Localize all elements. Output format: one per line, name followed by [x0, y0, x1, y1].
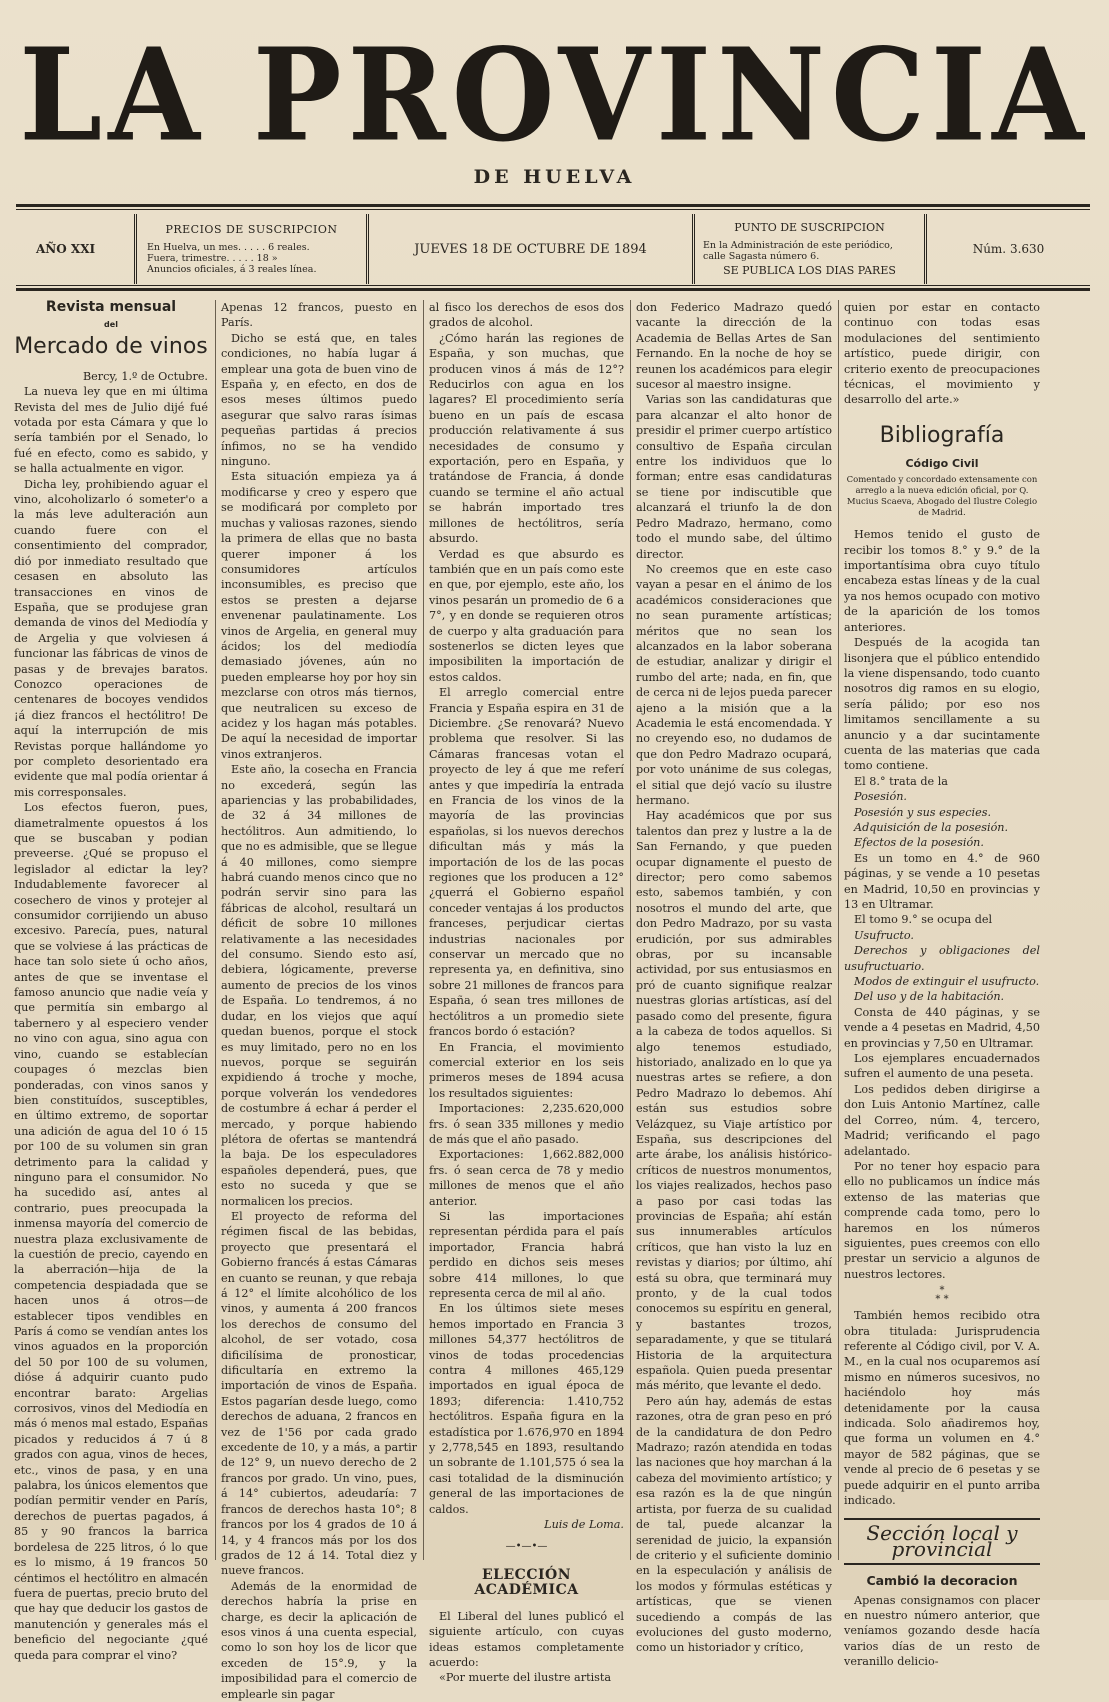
column-divider: [423, 300, 424, 1560]
list-item: [844, 928, 1040, 943]
paragraph: La nueva ley que en mi última Revista del mes de Julio dijé fué votada por esta Cámara y que lo sería también por el Senado, lo fué en efecto, como es sabido, y se halla actualmente en vigor.: [14, 385, 208, 476]
paragraph: En Francia, el movimiento comercial exterior en los seis primeros meses de 1894 acusa los resultados siguientes:: [429, 1040, 624, 1100]
subscription-prices: [134, 214, 366, 284]
section-headline: Bibliografía: [879, 422, 1005, 448]
paragraph: Por no tener hoy espacio para ello no publicamos un índice más extenso de las materias que comprende cada tomo, pero lo haremos en los números siguientes, pues creemos con ello prestar un servicio a algunos de nuestros lectores.: [844, 1159, 1040, 1281]
italic-item: Modos de extinguir el usufructo.: [854, 975, 1040, 989]
paragraph: En los últimos siete meses hemos importado en Francia 3 millones 54,377 hectólitros de vinos de todas procedencias contra 4 millones 465,129 importados en igual época de 1893; diferencia: 1.410,752 hectólitros. España figura en la estadística por 1.676,970 en 1894 y 2,778,545 en 1893, resultando un sobrante de 1.101,575 ó sea la casi totalidad de la disminución general de las importaciones de caldos.: [429, 1302, 624, 1516]
point-line: En la Administración de este periódico,: [703, 240, 893, 251]
column-1: [14, 299, 208, 1662]
italic-item: Efectos de la posesión.: [854, 836, 984, 850]
issue-number: [924, 214, 1090, 284]
paragraph: El proyecto de reforma del régimen fiscal de las bebidas, proyecto que presentará el Gobierno francés á estas Cámaras en cuanto se reunan, y que rebaja á 12° el límite alcohólico de los vinos, y aumenta á 200 francos los derechos de consumo del alcohol, de ser votado, cosa dificilísima de pronosticar, dificultaría en extremo la importación de vinos de España. Estos pagarían desde luego, como derechos de aduana, 2 francos en vez de 1'56 por cada grado excedente de 10, y a más, a partir de 12° 9, un nuevo derecho de 2 francos por grado. Un vino, pues, á 14° cubiertos, adeudaría: 7 francos de derechos hasta 10°; 8 francos por los 4 grados de 10 á 14, y 4 francos más por los dos grados de 12 á 14. Total diez y nueve francos.: [221, 1209, 417, 1578]
paragraph: Consta de 440 páginas, y se vende a 4 pesetas en Madrid, 4,50 en provincias y 7,50 en Ultramar.: [844, 1005, 1040, 1050]
prices-line: Fuera, trimestre. . . . . 18 »: [147, 253, 278, 264]
issue-number-text: Núm. 3.630: [972, 242, 1045, 256]
italic-item: Posesión.: [854, 790, 907, 804]
ornament-divider: —•—•—: [505, 1540, 548, 1552]
article-kicker: Revista mensual: [45, 299, 177, 315]
paragraph: Exportaciones: 1,662.882,000 frs. ó sean cerca de 78 y medio millones de menos que el año anterior.: [429, 1148, 624, 1208]
list-item: [844, 989, 1040, 1004]
dateline: Bercy, 1.º de Octubre.: [82, 369, 208, 383]
list-item: [844, 974, 1040, 989]
masthead-subtitle: DE HUELVA: [473, 166, 636, 188]
info-bar: [16, 214, 1090, 284]
list-item: [844, 789, 1040, 804]
paragraph: Importaciones: 2,235.620,000 frs. ó sean 335 millones y medio de más que el año pasado.: [429, 1102, 624, 1146]
masthead-title: LA PROVINCIA: [19, 19, 1090, 170]
year-label: [16, 214, 134, 284]
list-item: [844, 805, 1040, 820]
paragraph: No creemos que en este caso vayan a pesar en el ánimo de los académicos consideraciones que no sean puramente artísticas; méritos que no sean los alcanzados en la labor soberana de estudiar, analizar y dirigir el rumbo del arte; nada, en fin, que de cerca ni de lejos pueda parecer ajeno a la misión que a la Academia le está encomendada. Y no creyendo eso, no dudamos de que don Pedro Madrazo ocupará, por voto unánime de sus colegas, el sitial que dejó vacío su ilustre hermano.: [636, 562, 832, 807]
article-headline: Cambió la decoracion: [866, 1573, 1018, 1589]
list-item: [844, 820, 1040, 835]
book-title: Código Civil: [905, 456, 979, 470]
publication-days: SE PUBLICA LOS DIAS PARES: [723, 264, 896, 277]
column-5: [844, 300, 1040, 1669]
italic-item: Del uso y de la habitación.: [854, 990, 1005, 1004]
subscription-point: [692, 214, 924, 284]
paragraph: Pero aún hay, además de estas razones, otra de gran peso en pró de la candidatura de don Pedro Madrazo; razón atendida en todas las naciones que hoy marchan á la cabeza del movimiento artístico; y esa razón es la de que ningún artista, por fuerza de su cualidad de tal, puede alcanzar la serenidad de juicio, la expansión de criterio y el suficiente dominio en la especulación y análisis de los modos y fórmulas estéticas y artísticas, que se vienen sucediendo a compás de las evoluciones del gusto moderno, como un historiador y crítico,: [636, 1394, 832, 1655]
paragraph: Además de la enormidad de derechos habría la prise en charge, es decir la aplicación de esos vinos á una cuenta especial, como lo son hoy los de licor que exceden de 15°.9, y la imposibilidad para el comercio de emplearle sin pagar: [221, 1579, 417, 1701]
paragraph: Los pedidos deben dirigirse a don Luis Antonio Martínez, calle del Correo, núm. 4, tercero, Madrid; verificando el pago adelantado.: [844, 1082, 1040, 1158]
paragraph: al fisco los derechos de esos dos grados de alcohol.: [429, 301, 624, 330]
column-2: [221, 300, 417, 1701]
column-3: [429, 300, 624, 1685]
prices-line: Anuncios oficiales, á 3 reales línea.: [147, 264, 317, 275]
year-text: AÑO XXI: [36, 242, 96, 256]
prices-title: PRECIOS DE SUSCRIPCION: [165, 223, 338, 236]
column-divider: [630, 300, 631, 1560]
column-4: [636, 300, 832, 1655]
article-headline: Mercado de vinos: [14, 333, 208, 359]
paragraph: Dicha ley, prohibiendo aguar el vino, alcoholizarlo ó someter'o a la más leve adulteración aun cuando fuere con el consentimiento del comprador, dió por inmediato resultado que cesasen en absoluto las transacciones en vinos de España, que se produjese gran demanda de vinos del Mediodía y de Argelia y que volviesen á funcionar las fábricas de vinos de pasas y de brevajes baratos. Conozco operaciones de centenares de bocoyes vendidos ¡á diez francos el hectólitro! De aquí la interrupción de mis Revistas porque hallándome yo por completo desorientado era evidente que mal podía orientar á mis corresponsales.: [14, 477, 208, 799]
paragraph: El 8.° trata de la: [854, 774, 948, 788]
stars-divider: * * *: [935, 1285, 949, 1306]
paragraph: El arreglo comercial entre Francia y España espira en 31 de Diciembre. ¿Se renovará? Nuevo problema que resolver. Si las Cámaras francesas votan el proyecto de ley á que me referí antes y que impediría la entrada en Francia de los vinos de la mayoría de las provincias españolas, si los nuevos derechos dificultan más y más la importación de los de las pocas regiones que los producen a 12° ¿querrá el Gobierno español conceder ventajas á los productos franceses, perjudicar ciertas industrias nacionales por conservar un mercado que no representa ya, en definitiva, sino sobre 21 millones de francos para España, ó sean tres millones de hectólitros a un promedio siete francos bordo ó estación?: [429, 686, 624, 1039]
book-note: Comentado y concordado extensamente con arreglo a la nueva edición oficial, por Q. Mucius Scaeva, Abogado del Ilustre Colegio de Madrid.: [846, 475, 1038, 519]
article-signature: Luis de Loma.: [544, 1518, 624, 1532]
column-divider: [838, 300, 839, 1560]
paragraph: El Liberal del lunes publicó el siguiente artículo, con cuyas ideas estamos completamente acuerdo:: [429, 1609, 624, 1669]
paragraph: don Federico Madrazo quedó vacante la dirección de la Academia de Bellas Artes de San Fernando. En la noche de hoy se reunen los académicos para elegir sucesor al maestro insigne.: [636, 301, 832, 392]
paragraph: Apenas 12 francos, puesto en París.: [221, 301, 417, 330]
paragraph: Apenas consignamos con placer en nuestro número anterior, que veníamos gozando desde hacía varios días de un resto de veranillo delicio-: [844, 1593, 1040, 1669]
article-kicker-small: del: [104, 320, 118, 330]
paragraph: Hemos tenido el gusto de recibir los tomos 8.° y 9.° de la importantísima obra cuyo título encabeza estas líneas y de la cual ya nos hemos ocupado con motivo de la aparición de los tomos anteriores.: [844, 528, 1040, 634]
paragraph: Los efectos fueron, pues, diametralmente opuestos á los que se buscaban y podian preveerse. ¿Qué se propuso el legislador al edictar la ley? Indudablemente favorecer al cosechero de vinos y protejer al consumidor corrijiendo un abuso excesivo. Parecía, pues, natural que se volviese á las prácticas de hace tan solo siete ú ocho años, antes de que se inventase el famoso anuncio que nadie veía y que permitía sin embargo al tabernero y al especiero vender no vino con agua, sino agua con vino, cuando se establecían coupages ó mezclas bien ponderadas, con vinos sanos y bien constituídos, susceptibles, en último extremo, de soportar una adición de agua del 10 ó 15 por 100 de su volumen sin gran detrimento para la calidad y ninguno para el consumidor. No ha sucedido así, antes al contrario, pues preocupada la inmensa mayoría del comercio de nuestra plaza exclusivamente de la cuestión de precio, cayendo en la aberración—hija de la competencia despiadada que se hacen unos á otros—de establecer tipos vendibles en París á como se vendían antes los vinos aguados en la proporción del 50 por 100 de su volumen, dióse á adquirir cuanto pudo encontrar barato: Argelias corrosivos, vinos del Mediodía en más ó menos mal estado, Españas picados y reducidos á 7 ú 8 grados con agua, vinos de heces, etc., vinos de pasa, y en una palabra, los únicos elementos que podían permitir vender en París, derechos de puertas pagados, á 85 y 90 francos la barrica bordelesa de 225 litros, ó lo que es lo mismo, á 19 francos 50 céntimos el hectólitro en almacén fuera de puertas, precio bruto del que hay que deducir los gastos de manutención y generales más el beneficio del negociante ¿qué queda para comprar el vino?: [14, 801, 208, 1662]
italic-item: Usufructo.: [854, 928, 914, 942]
italic-item: Derechos y obligaciones del usufructuario.: [844, 944, 1040, 973]
paragraph: Es un tomo en 4.° de 960 páginas, y se vende a 10 pesetas en Madrid, 10,50 en provincias y 13 en Ultramar.: [844, 851, 1040, 911]
point-title: PUNTO DE SUSCRIPCION: [734, 221, 885, 234]
paragraph: «Por muerte del ilustre artista: [439, 1671, 612, 1685]
paragraph: Esta situación empieza ya á modificarse y creo y espero que se modificará por completo por muchas y valiosas razones, siendo la primera de ellas que no basta querer imponer á los consumidores artículos inconsumibles, es preciso que estos se presten a dejarse envenenar paulatinamente. Los vinos de Argelia, en general muy ácidos; los del mediodía demasiado jóvenes, aún no pueden emplearse hoy por hoy sin mezclarse con otros más tiernos, que neutralicen su exceso de acidez y los hagan más potables. De aquí la necesidad de importar vinos extranjeros.: [221, 470, 417, 761]
top-rule: [16, 204, 1090, 207]
bottom-rule-thin: [16, 285, 1090, 286]
list-item: [844, 835, 1040, 850]
paragraph: Este año, la cosecha en Francia no excederá, según las apariencias y las probabilidades, de 32 á 34 millones de hectólitros. Aun admitiendo, lo que no es admisible, que se llegue á 40 millones, como siempre habrá cuando menos cinco que no podrán servir sino para las fábricas de alcohol, resultará un déficit de sobre 10 millones relativamente a las necesidades del consumo. Siendo esto así, debiera, lógicamente, preverse aumento de precios de los vinos de España. Lo tendremos, á no dudar, en los viejos que aquí quedan buenos, porque el stock es muy limitado, pero no en los nuevos, porque se seguirán expidiendo á troche y moche, porque volverán los vendedores de costumbre á echar á perder el mercado, y porque habiendo plétora de ofertas se mantendrá la baja. De los especuladores españoles dependerá, pues, que esto no suceda y que se normalicen los precios.: [221, 763, 417, 1208]
top-rule-thin: [16, 209, 1090, 210]
section-headline: ELECCIÓN ACADÉMICA: [474, 1566, 579, 1599]
paragraph: Varias son las candidaturas que para alcanzar el alto honor de presidir el primer cuerpo artístico consultivo de España circulan entre los individuos que lo forman; entre esas candidaturas se tiene por indiscutible que alcanzará el triunfo la de don Pedro Madrazo, hermano, como todo el mundo sabe, del último director.: [636, 393, 832, 561]
bottom-rule: [16, 288, 1090, 291]
paragraph: Verdad es que absurdo es también que en un país como este en que, por ejemplo, este año, los vinos pesarán un promedio de 6 a 7°, y en donde se requieren otros de cuerpo y alta graduación para sostenerlos se dicten leyes que imposibiliten la importación de estos caldos.: [429, 547, 624, 684]
paragraph: ¿Cómo harán las regiones de España, y son muchas, que producen vinos á más de 12°? Reducirlos con agua en los lagares? El procedimiento sería bueno en un país de escasa producción relativamente á sus necesidades de consumo y exportación, pero en España, y tratándose de Francia, á donde cuando se termine el año actual se habrán importado tres millones de hectólitros, sería absurdo.: [429, 331, 624, 546]
point-line: calle Sagasta número 6.: [703, 251, 820, 262]
issue-date: [366, 214, 692, 284]
prices-line: En Huelva, un mes. . . . . 6 reales.: [147, 242, 310, 253]
paragraph: quien por estar en contacto continuo con todas esas modulaciones del sentimiento artístico, puede dirigir, con criterio exento de preocupaciones técnicas, el movimiento y desarrollo del arte.»: [844, 301, 1040, 407]
issue-date-text: JUEVES 18 DE OCTUBRE DE 1894: [414, 241, 647, 257]
paragraph: Dicho se está que, en tales condiciones, no había lugar á emplear una gota de buen vino de España y, en efecto, en dos de esos meses últimos puedo asegurar que salvo raras ísimas pequeñas partidas á precios ínfimos, no se ha vendido ninguno.: [221, 331, 417, 469]
list-item: [844, 943, 1040, 974]
paragraph: Después de la acogida tan lisonjera que el público entendido la viene dispensando, todo cuanto nosotros dig ramos en su elogio, sería pálido; por eso nos limitamos sencillamente a su anuncio y a dar sucintamente cuenta de las materias que cada tomo contiene.: [844, 636, 1040, 773]
column-divider: [215, 300, 216, 1560]
section-banner: Sección local y provincial: [844, 1518, 1040, 1565]
paragraph: Los ejemplares encuadernados sufren el aumento de una peseta.: [844, 1052, 1040, 1081]
paragraph: También hemos recibido otra obra titulada: Jurisprudencia referente al Código civil, por V. A. M., en la cual nos ocuparemos así mismo en números sucesivos, no haciéndolo hoy más detenidamente por la causa indicada. Solo añadiremos hoy, que forma un volumen en 4.° mayor de 582 páginas, que se vende al precio de 6 pesetas y se puede adquirir en el punto arriba indicado.: [844, 1309, 1040, 1508]
paragraph: Hay académicos que por sus talentos dan prez y lustre a la de San Fernando, y que pueden ocupar dignamente el puesto de director; pero como sabemos esto, sabemos también, y con nosotros el mundo del arte, que don Pedro Madrazo, por su vasta erudición, por sus admirables obras, por su incansable actividad, por sus entusiasmos en pró de cuanto signifique realzar nuestras glorias artísticas, así del pasado como del presente, figura a la cabeza de todos aquellos. Si algo tenemos estudiado, historiado, analizado en lo que ya nuestras artes se refiere, a don Pedro Madrazo lo debemos. Ahí están sus estudios sobre Velázquez, su Viaje artístico por España, sus descripciones del arte árabe, los análisis histórico-críticos de nuestros monumentos, los viajes realizados, hechos paso a paso por casi todas las provincias de España; ahí están sus innumerables artículos críticos, que han visto la luz en revistas y diarios; por último, ahí está su obra, que terminará muy pronto, y de la cual todos conocemos su espíritu en general, y bastantes trozos, separadamente, y que se titulará Historia de la arquitectura española. Quien pueda presentar más mérito, que levante el dedo.: [636, 809, 832, 1393]
paragraph: Si las importaciones representan pérdida para el país importador, Francia habrá perdido en dichos seis meses sobre 414 millones, lo que representa cerca de mil al año.: [429, 1209, 624, 1300]
italic-item: Adquisición de la posesión.: [854, 820, 1009, 834]
italic-item: Posesión y sus especies.: [854, 805, 992, 819]
paragraph: El tomo 9.° se ocupa del: [854, 913, 993, 927]
